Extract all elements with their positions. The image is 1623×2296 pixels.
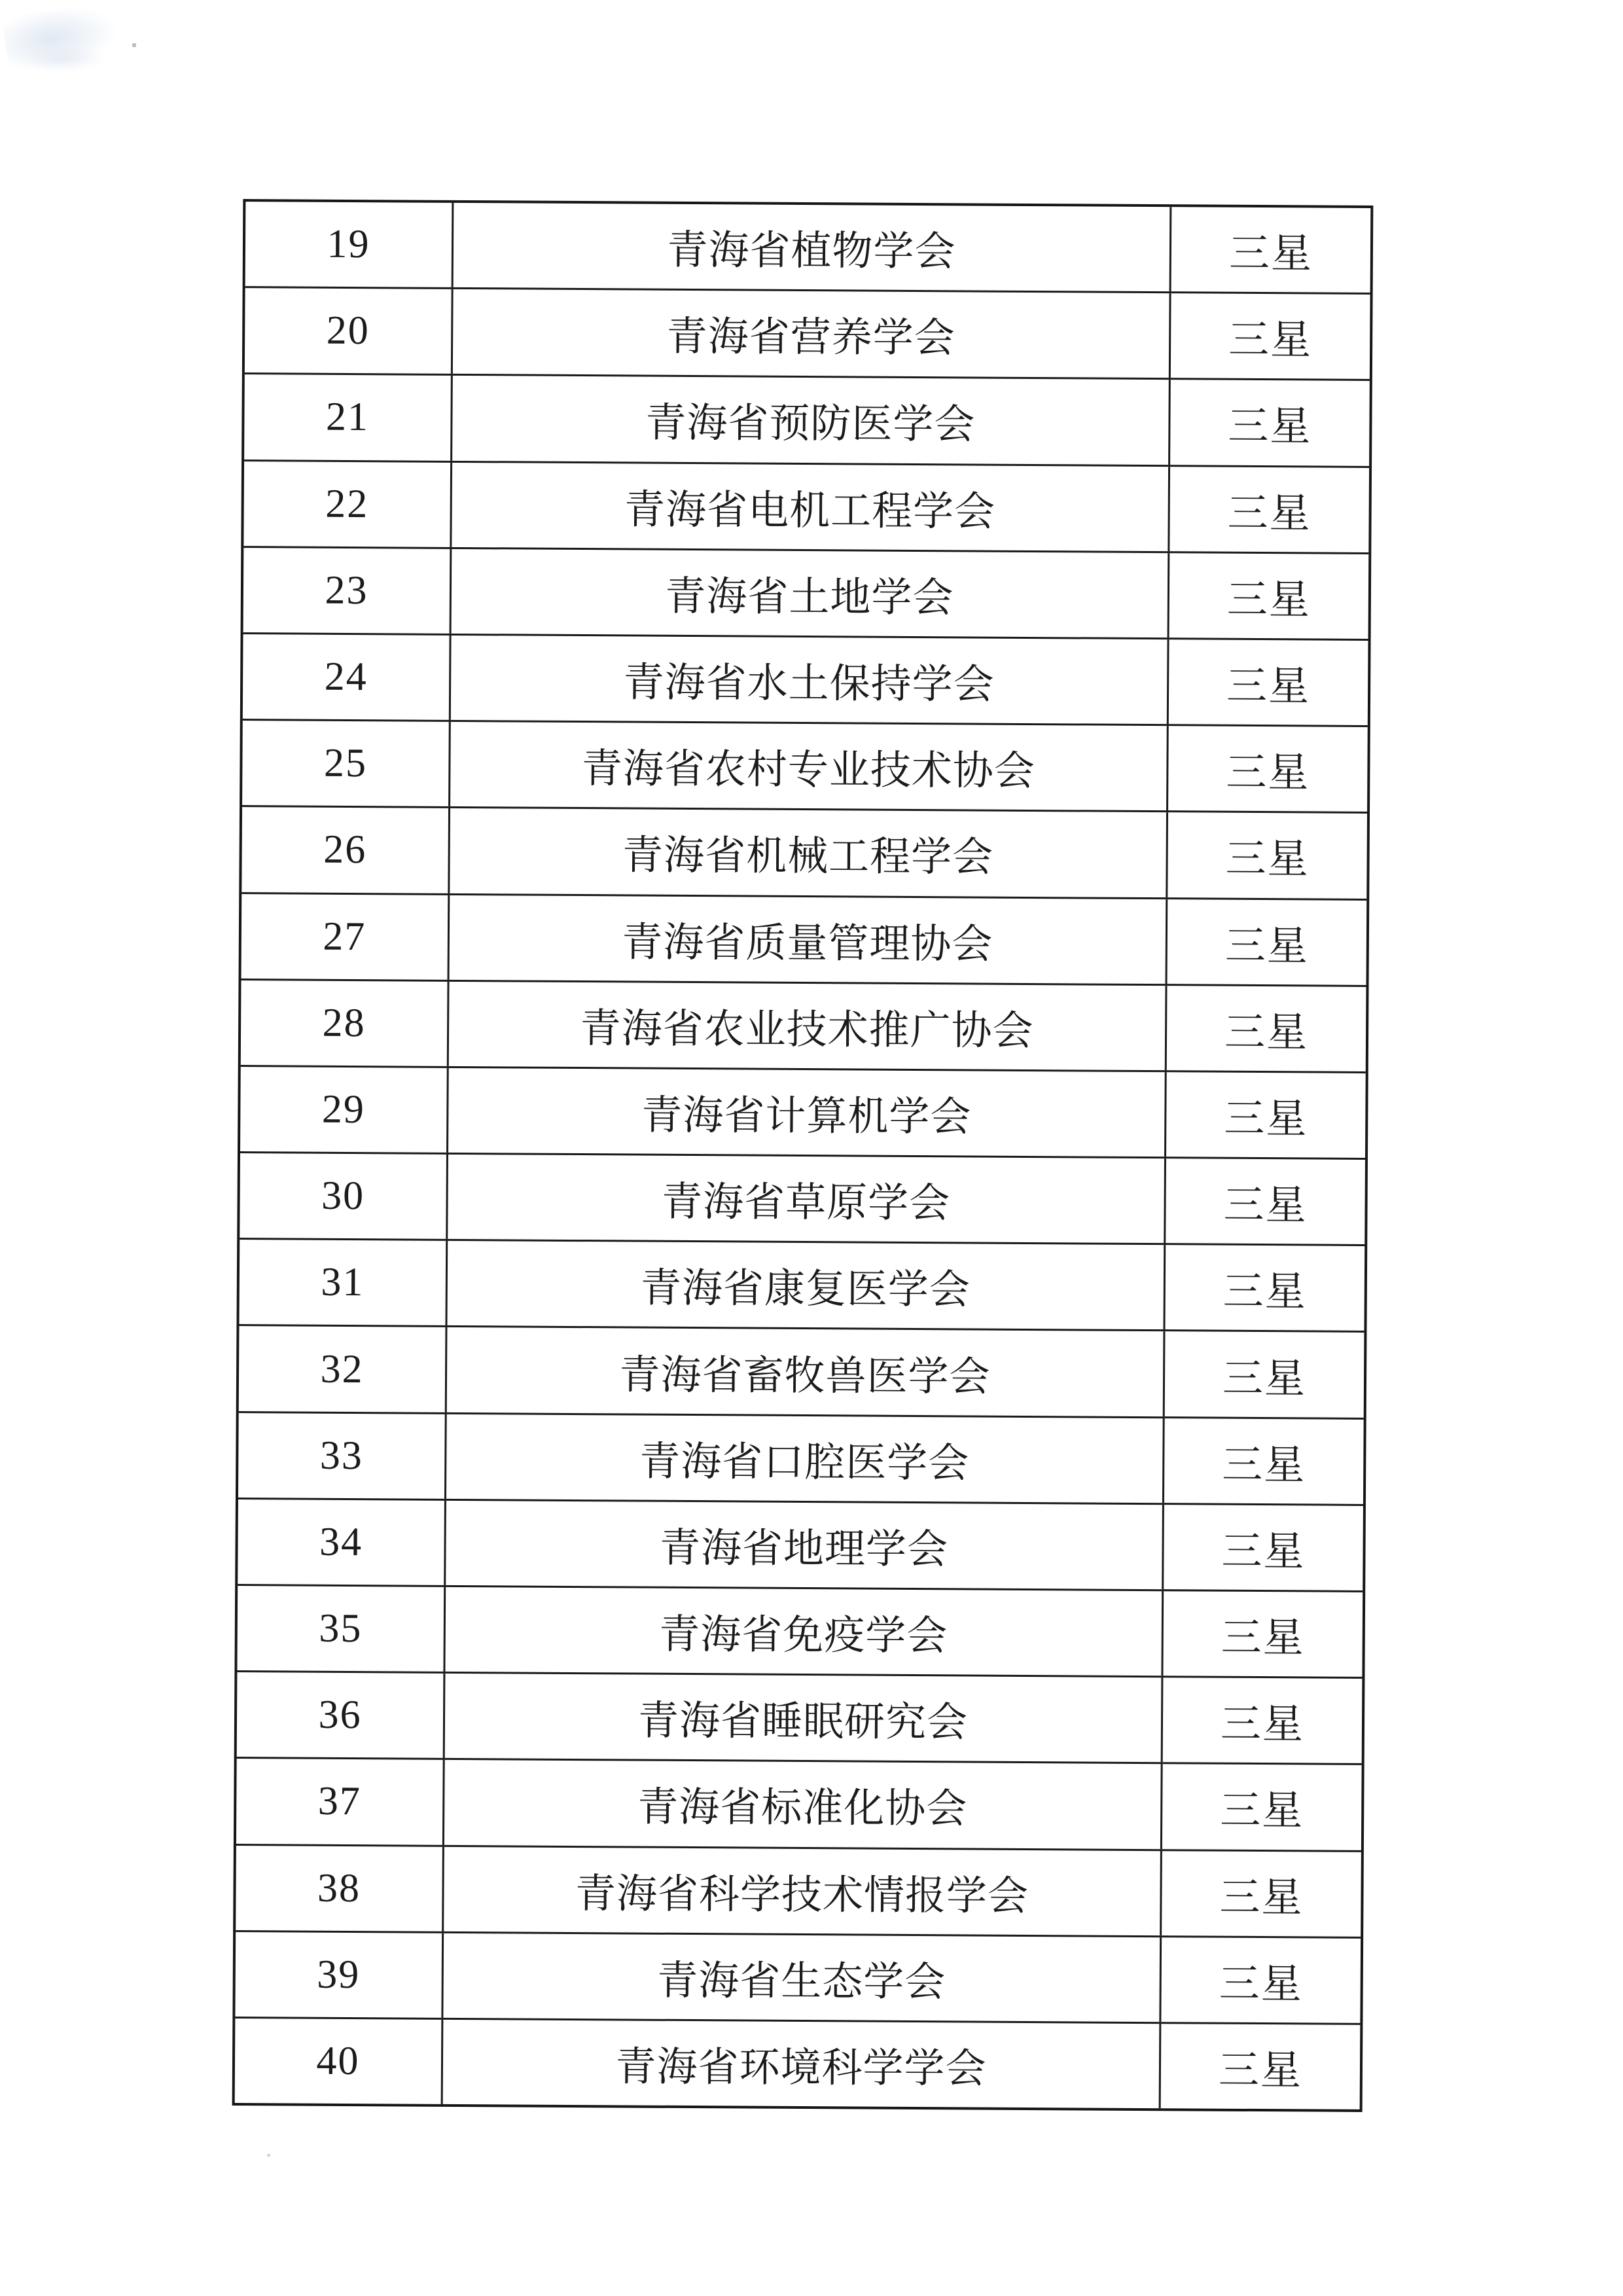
star-rating-cell: 三星	[1228, 404, 1312, 450]
star-rating-cell: 三星	[1220, 1702, 1305, 1748]
table-row	[242, 719, 1368, 812]
row-number-cell: 23	[243, 548, 452, 634]
society-name-cell: 青海省口腔医学会	[446, 1414, 1165, 1503]
star-rating-cell: 三星	[1228, 231, 1313, 277]
society-name-cell: 青海省科学技术情报学会	[444, 1846, 1162, 1935]
society-name-cell: 青海省环境科学学会	[443, 2020, 1162, 2109]
star-rating-cell: 三星	[1228, 318, 1313, 363]
table-row	[243, 632, 1368, 725]
society-name-cell: 青海省畜牧兽医学会	[447, 1327, 1166, 1416]
row-number-cell: 21	[244, 374, 453, 460]
society-name-cell: 青海省营养学会	[453, 289, 1171, 378]
star-rating-cell: 三星	[1226, 664, 1311, 709]
society-name-cell: 青海省预防医学会	[452, 376, 1171, 465]
star-rating-cell: 三星	[1221, 1529, 1306, 1575]
table-row	[244, 372, 1370, 465]
star-rating-cell: 三星	[1220, 1789, 1304, 1834]
star-rating-cell: 三星	[1224, 1010, 1309, 1056]
row-number-cell: 25	[242, 721, 451, 806]
society-name-cell: 青海省农业技术推广协会	[449, 982, 1168, 1071]
table-row	[236, 1757, 1362, 1850]
scan-speck-artifact	[267, 2154, 270, 2157]
star-rating-cell: 三星	[1223, 1183, 1308, 1229]
table-row	[241, 978, 1366, 1071]
star-rating-cell: 三星	[1224, 1096, 1308, 1142]
row-number-cell: 22	[243, 461, 452, 547]
table-row	[243, 546, 1369, 639]
scan-speck-artifact	[132, 43, 136, 47]
row-number-cell: 35	[237, 1586, 446, 1672]
row-number-cell: 30	[240, 1153, 448, 1239]
star-rating-cell: 三星	[1222, 1270, 1308, 1315]
table-row	[235, 1930, 1361, 2023]
table-row	[238, 1498, 1363, 1590]
row-number-cell: 28	[241, 980, 450, 1066]
table-row	[245, 202, 1371, 293]
society-name-cell: 青海省康复医学会	[447, 1241, 1166, 1330]
society-name-cell: 青海省计算机学会	[448, 1068, 1167, 1157]
society-name-cell: 青海省电机工程学会	[452, 462, 1170, 551]
star-rating-cell: 三星	[1224, 924, 1310, 969]
row-number-cell: 31	[239, 1240, 448, 1325]
row-number-cell: 40	[235, 2018, 444, 2104]
table-row	[240, 1065, 1366, 1158]
table-row	[237, 1584, 1363, 1677]
society-rating-table	[232, 199, 1374, 2112]
table-row	[239, 1324, 1364, 1417]
table-row	[236, 1844, 1361, 1937]
society-name-cell: 青海省水土保持学会	[451, 636, 1169, 725]
star-rating-cell: 三星	[1227, 491, 1311, 537]
row-number-cell: 38	[236, 1846, 444, 1931]
row-number-cell: 36	[237, 1672, 446, 1758]
society-name-cell: 青海省农村专业技术协会	[450, 722, 1169, 811]
society-name-cell: 青海省睡眠研究会	[445, 1674, 1164, 1763]
star-rating-cell: 三星	[1218, 2048, 1303, 2094]
table-row	[240, 1151, 1365, 1244]
star-rating-cell: 三星	[1221, 1615, 1305, 1661]
society-name-cell: 青海省机械工程学会	[450, 808, 1168, 897]
row-number-cell: 39	[235, 1932, 444, 2018]
row-number-cell: 34	[238, 1499, 446, 1585]
row-number-cell: 26	[241, 807, 450, 893]
star-rating-cell: 三星	[1222, 1356, 1307, 1401]
table-row	[238, 1411, 1364, 1504]
society-name-cell: 青海省土地学会	[452, 549, 1170, 638]
table-row	[243, 459, 1369, 552]
table-row	[235, 2017, 1361, 2109]
society-name-cell: 青海省标准化协会	[444, 1760, 1163, 1849]
table-row	[245, 286, 1370, 379]
row-number-cell: 20	[245, 288, 454, 374]
row-number-cell: 32	[239, 1326, 448, 1412]
table-row	[241, 805, 1367, 898]
society-name-cell: 青海省植物学会	[454, 203, 1172, 292]
row-number-cell: 37	[236, 1759, 445, 1844]
row-number-cell: 33	[238, 1413, 447, 1499]
table-row	[239, 1238, 1364, 1331]
row-number-cell: 27	[241, 894, 450, 980]
table-row	[237, 1670, 1363, 1763]
society-name-cell: 青海省生态学会	[443, 1933, 1162, 2022]
row-number-cell: 19	[245, 202, 454, 287]
star-rating-cell: 三星	[1226, 750, 1310, 796]
row-number-cell: 24	[243, 634, 452, 720]
society-name-cell: 青海省免疫学会	[445, 1587, 1164, 1676]
star-rating-cell: 三星	[1225, 837, 1310, 882]
star-rating-cell: 三星	[1219, 1875, 1304, 1921]
star-rating-cell: 三星	[1219, 1962, 1303, 2007]
society-name-cell: 青海省质量管理协会	[450, 895, 1168, 984]
society-name-cell: 青海省草原学会	[448, 1155, 1166, 1244]
star-rating-cell: 三星	[1222, 1443, 1306, 1488]
scan-smudge-artifact	[26, 46, 105, 72]
row-number-cell: 29	[240, 1067, 449, 1153]
star-rating-cell: 三星	[1226, 577, 1311, 623]
society-name-cell: 青海省地理学会	[446, 1501, 1164, 1590]
table-row	[241, 892, 1367, 985]
